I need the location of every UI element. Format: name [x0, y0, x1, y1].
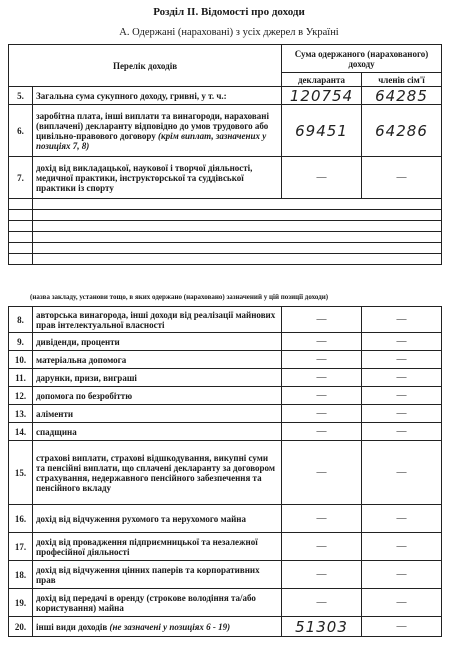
declarant-amount[interactable]: —: [282, 307, 362, 333]
table-row: [9, 589, 442, 617]
declarant-amount[interactable]: —: [282, 441, 362, 505]
table-row: [9, 333, 442, 351]
row-label: дохід від передачі в оренду (строкове володіння та/або користування) майна: [33, 589, 282, 617]
table-row: [9, 405, 442, 423]
family-amount[interactable]: —: [362, 351, 442, 369]
row-number: 12.: [9, 387, 33, 405]
declarant-amount[interactable]: —: [282, 333, 362, 351]
income-table-top: [8, 44, 442, 265]
row-number: 14.: [9, 423, 33, 441]
declarant-amount[interactable]: 51303: [282, 617, 362, 637]
table-row: [9, 423, 442, 441]
family-amount[interactable]: —: [362, 441, 442, 505]
blank-row: [9, 199, 442, 210]
row-note: (не зазначені у позиціях 6 - 19): [109, 621, 231, 632]
blank-row: [9, 210, 442, 221]
row-label: інші види доходів (не зазначені у позиціях 6 - 19): [33, 617, 282, 637]
row-label: дохід від відчуження цінних паперів та корпоративних прав: [33, 561, 282, 589]
table-row: [9, 105, 442, 157]
family-amount[interactable]: 64286: [362, 105, 442, 157]
family-amount[interactable]: —: [362, 307, 442, 333]
row-label: дохід від відчуження рухомого та нерухомого майна: [33, 505, 282, 533]
declarant-amount[interactable]: —: [282, 369, 362, 387]
table-row: [9, 369, 442, 387]
table-row: [9, 617, 442, 637]
row-label: аліменти: [33, 405, 282, 423]
blank-row: [9, 243, 442, 254]
row-note: (крім виплат, зазначених у позиціях 7, 8): [36, 130, 267, 151]
family-amount[interactable]: —: [362, 405, 442, 423]
family-amount[interactable]: —: [362, 617, 442, 637]
row-label: авторська винагорода, інші доходи від реалізації майнових прав інтелектуальної власності: [33, 307, 282, 333]
row-number: 19.: [9, 589, 33, 617]
table-row: [9, 87, 442, 105]
table-row: [9, 387, 442, 405]
subsection-title: А. Одержані (нараховані) з усіх джерел в Україні: [119, 27, 339, 38]
table-row: [9, 441, 442, 505]
row-label: спадщина: [33, 423, 282, 441]
row-label: матеріальна допомога: [33, 351, 282, 369]
blank-row: [9, 221, 442, 232]
family-amount[interactable]: —: [362, 589, 442, 617]
row-number: 13.: [9, 405, 33, 423]
declarant-amount[interactable]: —: [282, 505, 362, 533]
family-amount[interactable]: —: [362, 369, 442, 387]
table-row: [9, 505, 442, 533]
declarant-amount[interactable]: 69451: [282, 105, 362, 157]
declarant-amount[interactable]: —: [282, 423, 362, 441]
declarant-amount[interactable]: —: [282, 157, 362, 199]
institution-caption: (назва закладу, установи тощо, в яких одержано (нараховано) зазначений у цій позиції доходи): [30, 293, 329, 301]
family-amount[interactable]: —: [362, 423, 442, 441]
section-title: Розділ ІІ. Відомості про доходи: [153, 6, 305, 18]
header-family: членів сім'ї: [362, 73, 442, 87]
declarant-amount[interactable]: 120754: [282, 87, 362, 105]
income-table-bottom: [8, 306, 442, 637]
row-number: 18.: [9, 561, 33, 589]
row-number: 10.: [9, 351, 33, 369]
row-label: Загальна сума сукупного доходу, гривні, у т. ч.:: [33, 87, 282, 105]
table-row: [9, 351, 442, 369]
blank-row: [9, 254, 442, 265]
row-number: 15.: [9, 441, 33, 505]
table-row: [9, 533, 442, 561]
row-label: дохід від провадження підприємницької та незалежної професійної діяльності: [33, 533, 282, 561]
row-number: 11.: [9, 369, 33, 387]
declarant-amount[interactable]: —: [282, 533, 362, 561]
row-number: 17.: [9, 533, 33, 561]
row-number: 8.: [9, 307, 33, 333]
header-list: Перелік доходів: [9, 45, 282, 87]
family-amount[interactable]: —: [362, 533, 442, 561]
family-amount[interactable]: —: [362, 561, 442, 589]
row-label: заробітна плата, інші виплати та винагороди, нараховані (виплачені) декларанту відповідно до умов трудового або цивільно-правового договору (крім виплат, зазначених у позиціях 7, 8): [33, 105, 282, 157]
family-amount[interactable]: —: [362, 333, 442, 351]
family-amount[interactable]: —: [362, 387, 442, 405]
family-amount[interactable]: 64285: [362, 87, 442, 105]
blank-row: [9, 232, 442, 243]
declarant-amount[interactable]: —: [282, 561, 362, 589]
declarant-amount[interactable]: —: [282, 405, 362, 423]
row-label: страхові виплати, страхові відшкодування, викупні суми та пенсійні виплати, що сплачені декларанту за договором страхування, недержавного пенсійного забезпечення та пенсійного вкладу: [33, 441, 282, 505]
row-number: 7.: [9, 157, 33, 199]
declarant-amount[interactable]: —: [282, 351, 362, 369]
family-amount[interactable]: —: [362, 505, 442, 533]
family-amount[interactable]: —: [362, 157, 442, 199]
row-number: 16.: [9, 505, 33, 533]
row-label: допомога по безробіттю: [33, 387, 282, 405]
table-row: [9, 561, 442, 589]
declarant-amount[interactable]: —: [282, 589, 362, 617]
table-row: [9, 157, 442, 199]
row-label: дохід від викладацької, наукової і творчої діяльності, медичної практики, інструкторської та суддівської практики із спорту: [33, 157, 282, 199]
row-number: 5.: [9, 87, 33, 105]
row-number: 20.: [9, 617, 33, 637]
declarant-amount[interactable]: —: [282, 387, 362, 405]
row-label: дивіденди, проценти: [33, 333, 282, 351]
header-amount: Сума одержаного (нарахованого) доходу: [282, 45, 442, 73]
row-number: 9.: [9, 333, 33, 351]
table-row: [9, 307, 442, 333]
row-number: 6.: [9, 105, 33, 157]
header-declarant: декларанта: [282, 73, 362, 87]
row-label: дарунки, призи, виграші: [33, 369, 282, 387]
